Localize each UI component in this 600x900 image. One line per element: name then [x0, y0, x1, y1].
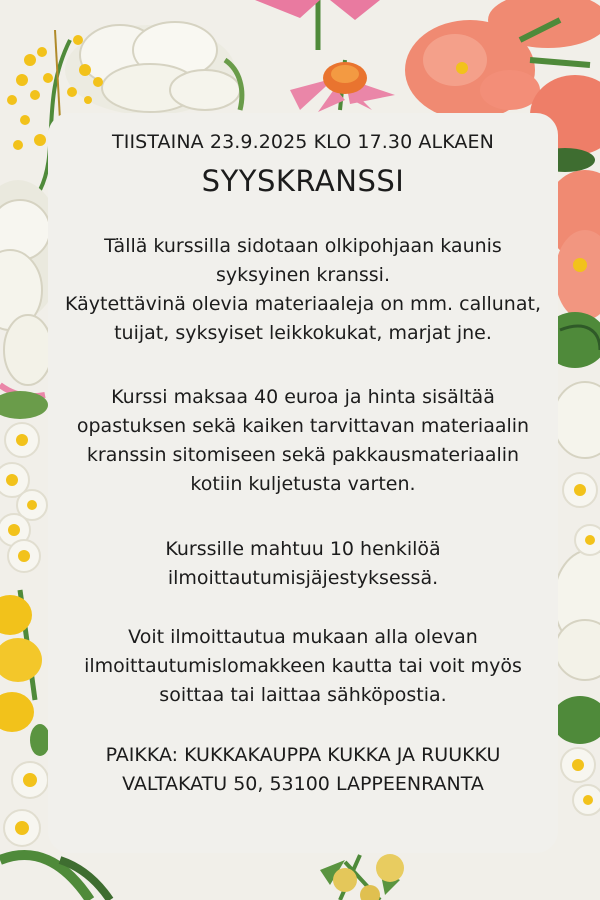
text-line: Kurssille mahtuu 10 henkilöä: [165, 538, 441, 560]
text-line: soittaa tai laittaa sähköpostia.: [159, 684, 447, 706]
text-line: ilmoittautumisjäjestyksessä.: [167, 567, 439, 589]
text-line: opastuksen sekä kaiken tarvittavan materiaalin: [76, 415, 530, 437]
text-line: ilmoittautumislomakkeen kautta tai voit myös: [84, 655, 522, 677]
text-line: kotiin kuljetusta varten.: [190, 473, 416, 495]
text-line: Käytettävinä olevia materiaaleja on mm. callunat,: [64, 293, 541, 315]
text-line: tuijat, syksyiset leikkokukat, marjat jne.: [114, 322, 492, 344]
tansy-icon: [320, 854, 404, 900]
text-line: Voit ilmoittautua mukaan alla olevan: [128, 626, 478, 648]
pink-coneflower-icon: [255, 0, 395, 112]
text-line: kranssin sitomiseen sekä pakkausmateriaalin: [86, 444, 520, 466]
text-line: Tällä kurssilla sidotaan olkipohjaan kaunis: [104, 235, 502, 257]
price-paragraph: [48, 383, 558, 499]
white-rose-icon: [552, 382, 600, 744]
info-card: [48, 113, 558, 853]
intro-paragraph: [48, 232, 558, 348]
text-line: VALTAKATU 50, 53100 LAPPEENRANTA: [122, 773, 484, 795]
text-line: PAIKKA: KUKKAKAUPPA KUKKA JA RUUKKU: [105, 744, 501, 766]
text-line: Kurssi maksaa 40 euroa ja hinta sisältää: [111, 386, 495, 408]
signup-paragraph: [48, 623, 558, 710]
text-line: syksyinen kranssi.: [216, 264, 390, 286]
event-date: TIISTAINA 23.9.2025 KLO 17.30 ALKAEN: [112, 131, 494, 153]
location-paragraph: [48, 741, 558, 799]
event-title: SYYSKRANSSI: [201, 164, 405, 198]
capacity-paragraph: [48, 535, 558, 593]
